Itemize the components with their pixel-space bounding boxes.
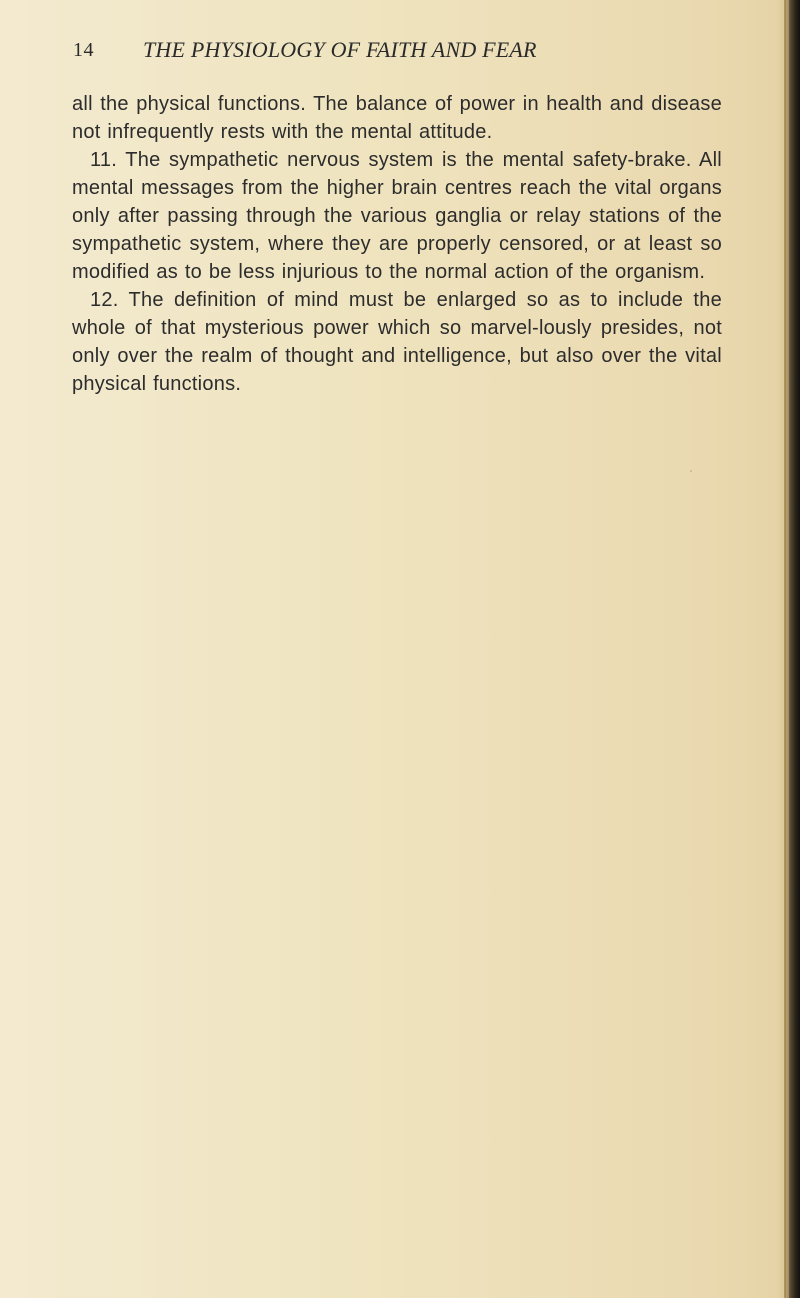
paragraph-11: 11. The sympathetic nervous system is the mental safety-brake. All mental messages from the higher brain centres reach the vital organs only after passing through the various ganglia or relay stations of the sympathetic system, where they are properly censored, or at least so modified as to be less injurious to the normal action of the organism. bbox=[72, 149, 722, 283]
running-title: THE PHYSIOLOGY OF FAITH AND FEAR bbox=[143, 37, 537, 62]
page-header bbox=[73, 38, 723, 62]
paper-speck bbox=[690, 470, 692, 472]
paragraph-12: 12. The definition of mind must be enlarged so as to include the whole of that mysterious power which so marvel-lously presides, not only over the realm of thought and intelligence, but also over the vital physical functions. bbox=[72, 289, 722, 395]
page-body bbox=[72, 90, 722, 398]
page-number: 14 bbox=[73, 39, 94, 61]
page-edge-shadow bbox=[784, 0, 800, 1298]
paragraph-continuation: all the physical functions. The balance of power in health and disease not infrequently rests with the mental attitude. bbox=[72, 93, 722, 143]
